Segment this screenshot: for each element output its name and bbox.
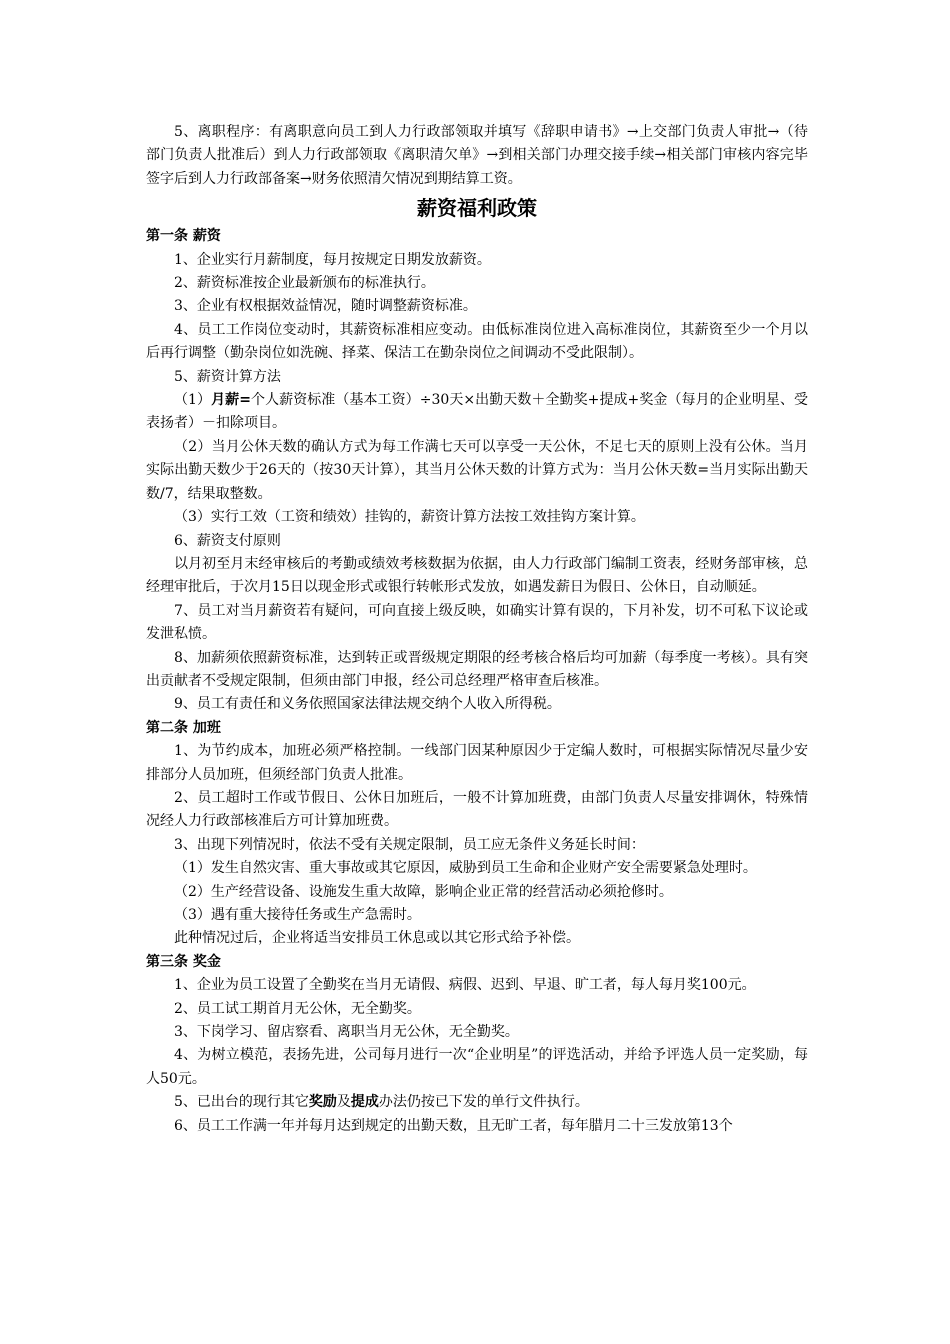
paragraph: 1、为节约成本，加班必须严格控制。一线部门因某种原因少于定编人数时，可根据实际情况尽量少安排部分人员加班，但须经部门负责人批准。: [146, 743, 808, 783]
paragraph: 4、为树立模范，表扬先进，公司每月进行一次“企业明星”的评选活动，并给予评选人员一定奖励，每人50元。: [146, 1047, 808, 1087]
paragraph: 1、企业实行月薪制度，每月按规定日期发放薪资。: [174, 251, 491, 268]
resignation-procedure-paragraph: 5、离职程序：有离职意向员工到人力行政部领取并填写《辞职申请书》→上交部门负责人审批→（待部门负责人批准后）到人力行政部领取《离职清欠单》→到相关部门办理交接手续→相关部门审核内容完毕签字后到人力行政部备案→财务依照清欠情况到期结算工资。: [146, 124, 808, 187]
section-heading-salary: 第一条 薪资: [146, 228, 221, 245]
paragraph: （1）发生自然灾害、重大事故或其它原因，威胁到员工生命和企业财产安全需要紧急处理时。: [174, 860, 757, 877]
formula-body: 个人薪资标准（基本工资）÷30天×出勤天数＋全勤奖+提成+奖金（每月的企业明星、受表扬者）－扣除项目。: [146, 392, 809, 432]
bold-term-reward: 奖励: [308, 1094, 337, 1111]
paragraph: 3、企业有权根据效益情况，随时调整薪资标准。: [174, 298, 477, 315]
paragraph: 7、员工对当月薪资若有疑问，可向直接上级反映，如确实计算有误的，下月补发，切不可私下议论或发泄私愤。: [146, 602, 808, 643]
page-title: 薪资福利政策: [417, 196, 537, 221]
paragraph-mixed-bold: [146, 1091, 808, 1114]
formula-bold-term: 月薪=: [211, 392, 251, 409]
text-run: 5、已出台的现行其它: [174, 1094, 309, 1111]
text-run: 及: [336, 1094, 351, 1111]
paragraph: 9、员工有责任和义务依照国家法律法规交纳个人收入所得税。: [174, 696, 561, 713]
paragraph: 此种情况过后，企业将适当安排员工休息或以其它形式给予补偿。: [174, 930, 580, 947]
paragraph: 4、员工工作岗位变动时，其薪资标准相应变动。由低标准岗位进入高标准岗位，其薪资至少一个月以后再行调整（勤杂岗位如洗碗、择菜、保洁工在勤杂岗位之间调动不受此限制）。: [146, 321, 808, 362]
paragraph: 5、薪资计算方法: [174, 368, 281, 385]
paragraph: 2、薪资标准按企业最新颁布的标准执行。: [174, 275, 435, 292]
monthly-salary-formula: [146, 389, 808, 436]
section-heading-overtime: 第二条 加班: [146, 719, 221, 736]
paragraph: 2、员工超时工作或节假日、公休日加班后，一般不计算加班费，由部门负责人尽量安排调休，特殊情况经人力行政部核准后方可计算加班费。: [146, 789, 808, 830]
paragraph: 以月初至月末经审核后的考勤或绩效考核数据为依据，由人力行政部门编制工资表，经财务部审核，总经理审批后，于次月15日以现金形式或银行转帐形式发放，如遇发薪日为假日、公休日，自动顺延。: [146, 555, 808, 596]
paragraph: （3）遇有重大接待任务或生产急需时。: [174, 907, 421, 923]
paragraph: 6、薪资支付原则: [174, 532, 281, 549]
paragraph: 2、员工试工期首月无公休，无全勤奖。: [174, 1000, 421, 1017]
paragraph: 8、加薪须依照薪资标准，达到转正或晋级规定期限的经考核合格后均可加薪（每季度一考核）。具有突出贡献者不受规定限制，但须由部门申报，经公司总经理严格审查后核准。: [146, 649, 808, 689]
paragraph: 3、出现下列情况时，依法不受有关规定限制，员工应无条件义务延长时间：: [174, 836, 645, 853]
paragraph: 6、员工工作满一年并每月达到规定的出勤天数，且无旷工者，每年腊月二十三发放第13个: [174, 1117, 733, 1134]
bold-term-commission: 提成: [350, 1094, 379, 1111]
paragraph: （2）生产经营设备、设施发生重大故障，影响企业正常的经营活动必须抢修时。: [174, 883, 673, 900]
text-run: 办法仍按已下发的单行文件执行。: [378, 1094, 589, 1111]
paragraph: 1、企业为员工设置了全勤奖在当月无请假、病假、迟到、早退、旷工者，每人每月奖100元。: [174, 977, 756, 994]
paragraph: 3、下岗学习、留店察看、离职当月无公休，无全勤奖。: [174, 1024, 519, 1041]
document-page: [146, 121, 808, 1138]
paragraph: （3）实行工效（工资和绩效）挂钩的，薪资计算方法按工效挂钩方案计算。: [174, 509, 645, 526]
paragraph: （2）当月公休天数的确认方式为每工作满七天可以享受一天公休，不足七天的原则上没有公休。当月实际出勤天数少于26天的（按30天计算），其当月公休天数的计算方式为：当月公休天数=当月实际出勤天数/7，结果取整数。: [146, 438, 808, 502]
formula-prefix: （1）: [174, 392, 212, 409]
section-heading-bonus: 第三条 奖金: [146, 953, 221, 970]
